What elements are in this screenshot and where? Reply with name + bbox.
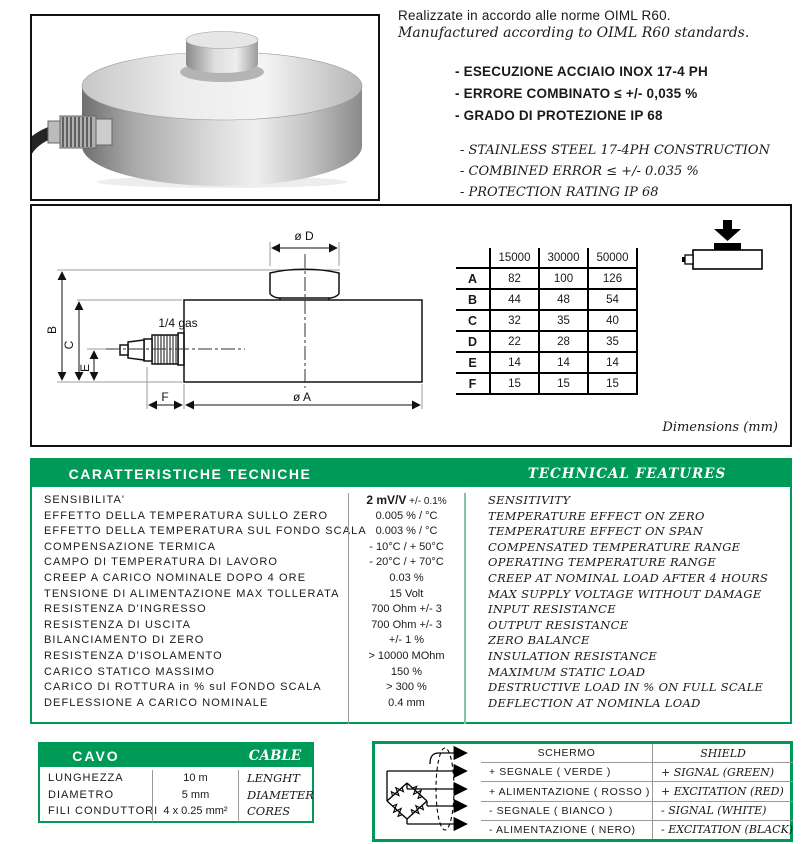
dims-row bbox=[456, 268, 637, 289]
tech-title-english: TECHNICAL FEATURES bbox=[527, 465, 727, 482]
load-direction-icon bbox=[682, 220, 774, 272]
tech-label-english: DESTRUCTIVE LOAD IN % ON FULL SCALE bbox=[488, 680, 764, 695]
wiring-table bbox=[481, 744, 793, 839]
wiring-label-italian: SCHERMO bbox=[481, 744, 653, 762]
intro-bullet-en: - COMBINED ERROR ≤ +/- 0.035 % bbox=[460, 164, 699, 179]
cable-label-english: DIAMETER bbox=[247, 787, 314, 802]
technical-features-panel bbox=[30, 458, 792, 724]
feature-bullets-english bbox=[460, 140, 802, 203]
cable-title-italian: CAVO bbox=[72, 747, 120, 764]
dims-row bbox=[456, 289, 637, 310]
tech-label-italian: CAMPO DI TEMPERATURA DI LAVORO bbox=[44, 556, 279, 569]
dims-value: 48 bbox=[539, 289, 588, 310]
dims-row-label: E bbox=[456, 352, 490, 373]
tech-label-italian: SENSIBILITA' bbox=[44, 494, 126, 506]
tech-value: 0.005 % / °C bbox=[375, 509, 438, 522]
cable-body bbox=[40, 767, 312, 822]
dims-row-label: C bbox=[456, 310, 490, 331]
wiring-row bbox=[481, 782, 793, 801]
dims-value: 44 bbox=[490, 289, 539, 310]
dimension-panel bbox=[30, 204, 792, 447]
cable-value: 5 mm bbox=[181, 788, 210, 801]
dim-label-f: F bbox=[161, 390, 169, 404]
cable-title-english: CABLE bbox=[248, 747, 302, 764]
tech-label-english: OUTPUT RESISTANCE bbox=[488, 617, 629, 632]
feature-bullets-italian bbox=[455, 61, 802, 127]
tech-label-english: ZERO BALANCE bbox=[488, 633, 590, 648]
dims-value: 14 bbox=[588, 352, 637, 373]
wiring-label-english: + SIGNAL (GREEN) bbox=[661, 765, 775, 779]
tech-value: 2 mV/V +/- 0.1% bbox=[366, 493, 447, 507]
tech-title-italian: CARATTERISTICHE TECNICHE bbox=[68, 465, 312, 482]
dims-header-row bbox=[456, 248, 637, 268]
tech-label-italian: RESISTENZA DI USCITA bbox=[44, 618, 192, 631]
tech-label-italian: CREEP A CARICO NOMINALE DOPO 4 ORE bbox=[44, 571, 307, 584]
dimensions-note: Dimensions (mm) bbox=[662, 420, 778, 435]
tech-label-italian: CARICO STATICO MASSIMO bbox=[44, 665, 216, 678]
dim-label-e: E bbox=[78, 363, 92, 373]
product-photo bbox=[30, 14, 380, 201]
dims-value: 100 bbox=[539, 268, 588, 289]
load-cell-photo-graphic bbox=[32, 16, 378, 199]
wiring-label-english: SHIELD bbox=[700, 746, 746, 760]
dims-header-cell: 50000 bbox=[588, 248, 637, 268]
tech-label-english: COMPENSATED TEMPERATURE RANGE bbox=[488, 539, 741, 554]
tech-value: - 20°C / + 70°C bbox=[369, 556, 444, 569]
dims-row bbox=[456, 373, 637, 394]
tech-label-english: CREEP AT NOMINAL LOAD AFTER 4 HOURS bbox=[488, 570, 769, 585]
bridge-diagram-wrap bbox=[375, 744, 481, 833]
dims-row bbox=[456, 331, 637, 352]
dims-row-label: F bbox=[456, 373, 490, 394]
tech-label-english: DEFLECTION AT NOMINLA LOAD bbox=[488, 695, 701, 710]
wiring-label-english: - SIGNAL (WHITE) bbox=[661, 804, 767, 818]
tech-value: 700 Ohm +/- 3 bbox=[371, 618, 442, 631]
wiring-row bbox=[481, 802, 793, 821]
dim-label-b: B bbox=[45, 325, 59, 335]
tech-value: > 300 % bbox=[386, 681, 427, 694]
dims-value: 14 bbox=[539, 352, 588, 373]
dim-label-c: C bbox=[62, 340, 76, 350]
wiring-row bbox=[481, 744, 793, 763]
tech-value: 0.003 % / °C bbox=[375, 525, 438, 538]
tech-value: 150 % bbox=[390, 665, 423, 678]
dims-value: 54 bbox=[588, 289, 637, 310]
intro-line-italian: Realizzate in accordo alle norme OIML R60. bbox=[398, 8, 671, 23]
wiring-label-italian: - SEGNALE ( BIANCO ) bbox=[481, 802, 653, 820]
dims-row-label: D bbox=[456, 331, 490, 352]
wiring-label-italian: + ALIMENTAZIONE ( ROSSO ) bbox=[481, 782, 653, 800]
tech-label-italian: BILANCIAMENTO DI ZERO bbox=[44, 634, 205, 647]
dims-value: 28 bbox=[539, 331, 588, 352]
dims-value: 35 bbox=[539, 310, 588, 331]
dims-table bbox=[456, 248, 638, 395]
dims-value: 40 bbox=[588, 310, 637, 331]
dims-value: 126 bbox=[588, 268, 637, 289]
dims-value: 15 bbox=[539, 373, 588, 394]
tech-label-italian: EFFETTO DELLA TEMPERATURA SULLO ZERO bbox=[44, 509, 329, 522]
wiring-row bbox=[481, 763, 793, 782]
dims-row bbox=[456, 352, 637, 373]
dimension-drawing bbox=[32, 206, 462, 441]
tech-body bbox=[32, 487, 790, 724]
tech-label-english: TEMPERATURE EFFECT ON ZERO bbox=[488, 508, 705, 523]
wiring-label-english: + EXCITATION (RED) bbox=[661, 785, 784, 798]
tech-label-english: MAX SUPPLY VOLTAGE WITHOUT DAMAGE bbox=[488, 586, 762, 601]
tech-value: 0.03 % bbox=[389, 571, 424, 584]
dims-value: 35 bbox=[588, 331, 637, 352]
dims-value: 15 bbox=[588, 373, 637, 394]
cable-label-italian: DIAMETRO bbox=[48, 788, 115, 801]
cable-header bbox=[40, 744, 312, 767]
dims-value: 82 bbox=[490, 268, 539, 289]
dims-value: 32 bbox=[490, 310, 539, 331]
cable-label-english: LENGHT bbox=[247, 771, 300, 785]
tech-value: > 10000 MOhm bbox=[368, 649, 445, 662]
cable-label-italian: FILI CONDUTTORI bbox=[48, 805, 159, 817]
dims-value: 22 bbox=[490, 331, 539, 352]
tech-label-english: INPUT RESISTANCE bbox=[488, 602, 616, 617]
wiring-panel bbox=[372, 741, 793, 842]
dims-header-cell bbox=[456, 248, 490, 268]
wiring-label-italian: - ALIMENTAZIONE ( NERO) bbox=[481, 821, 653, 839]
wiring-row bbox=[481, 821, 793, 839]
tech-value: - 10°C / + 50°C bbox=[369, 540, 444, 553]
dims-value: 15 bbox=[490, 373, 539, 394]
cable-value: 10 m bbox=[183, 772, 208, 784]
technical-features-header bbox=[32, 460, 790, 487]
dims-row-label: B bbox=[456, 289, 490, 310]
tech-value: 0.4 mm bbox=[388, 696, 425, 709]
tech-label-english: INSULATION RESISTANCE bbox=[488, 648, 658, 663]
intro-bullet-en: - PROTECTION RATING IP 68 bbox=[460, 185, 659, 200]
intro-line-english: Manufactured according to OIML R60 standards. bbox=[398, 25, 750, 41]
dim-label-d: ø D bbox=[294, 229, 314, 243]
dims-row-label: A bbox=[456, 268, 490, 289]
dim-label-a: ø A bbox=[292, 390, 312, 404]
cable-label-italian: LUNGHEZZA bbox=[48, 772, 124, 784]
tech-label-italian: COMPENSAZIONE TERMICA bbox=[44, 540, 217, 553]
tech-value: +/- 1 % bbox=[388, 634, 425, 647]
wiring-label-italian: + SEGNALE ( VERDE ) bbox=[481, 763, 653, 781]
dims-value: 14 bbox=[490, 352, 539, 373]
tech-label-italian: TENSIONE DI ALIMENTAZIONE MAX TOLLERATA bbox=[44, 587, 340, 600]
tech-label-english: MAXIMUM STATIC LOAD bbox=[488, 664, 646, 679]
dims-header-cell: 15000 bbox=[490, 248, 539, 268]
cable-label-english: CORES bbox=[247, 804, 291, 818]
tech-value: 15 Volt bbox=[389, 587, 424, 600]
cable-value: 4 x 0.25 mm² bbox=[163, 805, 228, 817]
tech-label-italian: RESISTENZA D'ISOLAMENTO bbox=[44, 649, 223, 662]
bridge-diagram bbox=[375, 744, 481, 833]
intro-bullet-en: - STAINLESS STEEL 17-4PH CONSTRUCTION bbox=[460, 143, 770, 158]
tech-label-italian: EFFETTO DELLA TEMPERATURA SUL FONDO SCALA bbox=[44, 525, 367, 538]
dims-header-cell: 30000 bbox=[539, 248, 588, 268]
intro-block bbox=[398, 8, 802, 203]
wiring-label-english: - EXCITATION (BLACK) bbox=[661, 823, 794, 837]
tech-label-italian: DEFLESSIONE A CARICO NOMINALE bbox=[44, 696, 269, 709]
intro-bullet-it: - ERRORE COMBINATO ≤ +/- 0,035 % bbox=[455, 86, 698, 101]
tech-label-italian: CARICO DI ROTTURA in % sul FONDO SCALA bbox=[44, 681, 322, 694]
intro-bullet-it: - ESECUZIONE ACCIAIO INOX 17-4 PH bbox=[455, 64, 708, 79]
tech-label-italian: RESISTENZA D'INGRESSO bbox=[44, 603, 207, 616]
tech-value: 700 Ohm +/- 3 bbox=[371, 603, 442, 616]
cable-panel bbox=[38, 742, 314, 823]
tech-label-english: TEMPERATURE EFFECT ON SPAN bbox=[488, 524, 704, 539]
tech-label-english: OPERATING TEMPERATURE RANGE bbox=[488, 555, 717, 570]
dims-row bbox=[456, 310, 637, 331]
tech-label-english: SENSITIVITY bbox=[488, 493, 571, 507]
gas-thread-label: 1/4 gas bbox=[158, 316, 198, 330]
intro-bullet-it: - GRADO DI PROTEZIONE IP 68 bbox=[455, 108, 663, 123]
